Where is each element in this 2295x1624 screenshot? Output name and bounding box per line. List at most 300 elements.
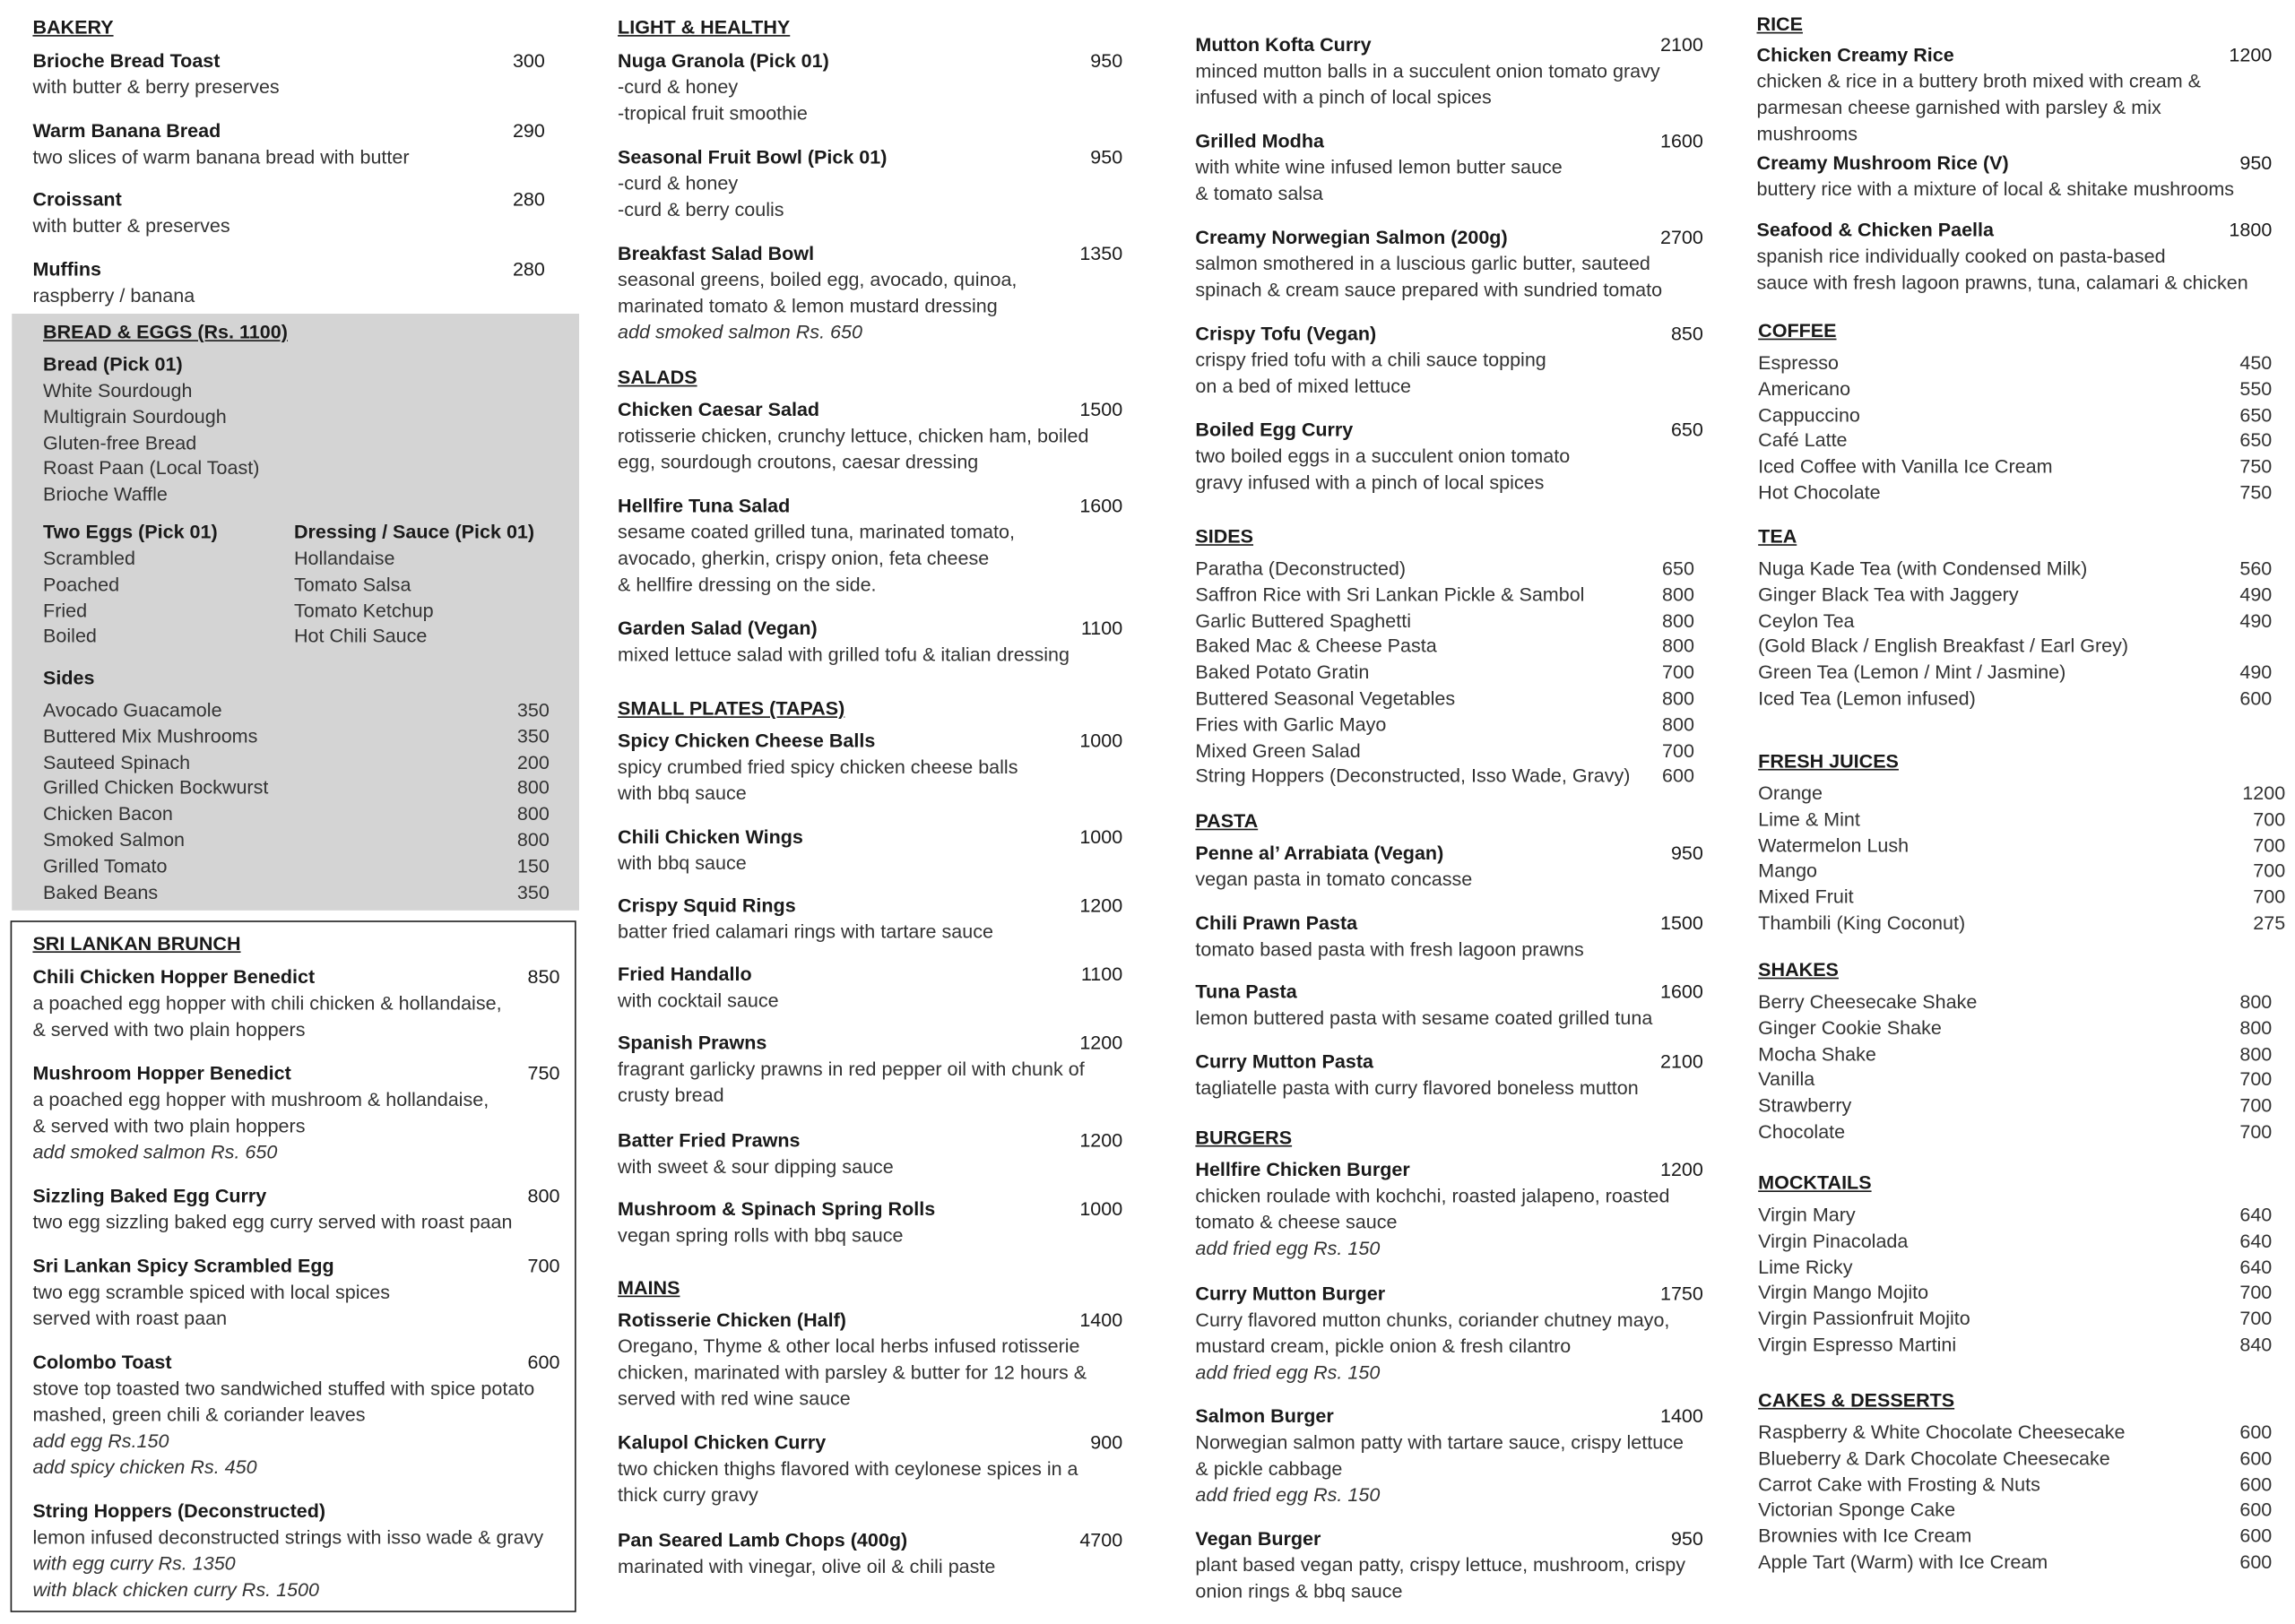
price-row-name: Hot Chocolate [1758, 481, 1881, 504]
price-row [1758, 885, 2285, 911]
menu-item-description: seasonal greens, boiled egg, avocado, quinoa, [618, 268, 1018, 290]
menu-item-price: 1000 [1079, 1197, 1123, 1220]
price-row-price: 800 [1662, 583, 1694, 606]
price-row [1758, 807, 2285, 833]
menu-item-name: Grilled Modha [1195, 129, 1324, 152]
price-row-price: 1200 [2242, 782, 2286, 804]
price-row-price: 600 [2239, 1551, 2273, 1573]
menu-item [1195, 841, 1702, 894]
menu-item-header [32, 186, 544, 212]
menu-item-price: 1000 [1079, 825, 1123, 848]
price-row-name: Carrot Cake with Frosting & Nuts [1758, 1473, 2040, 1495]
menu-item [32, 117, 544, 170]
price-row-price: 350 [516, 880, 550, 903]
price-row-name: Buttered Seasonal Vegetables [1195, 687, 1456, 710]
price-row-price: 800 [1662, 635, 1694, 658]
menu-item-price: 1600 [1079, 494, 1123, 517]
price-row-price: 490 [2239, 661, 2273, 684]
menu-item-name: Penne al’ Arrabiata (Vegan) [1195, 842, 1444, 864]
menu-item [1195, 1526, 1702, 1605]
price-row [1758, 1093, 2272, 1119]
price-row [1758, 1446, 2272, 1472]
menu-item-description: onion rings & bbq sauce [1195, 1580, 1403, 1602]
price-row [1195, 608, 1694, 634]
price-row-name: Chocolate [1758, 1120, 1846, 1143]
menu-item-price: 850 [527, 965, 560, 989]
price-row-name: Iced Coffee with Vanilla Ice Cream [1758, 455, 2053, 478]
menu-item-header [32, 1253, 559, 1279]
menu-item-description: with butter & preserves [32, 214, 230, 237]
menu-item-description: lemon buttered pasta with sesame coated grilled tuna [1195, 1006, 1653, 1029]
menu-item-name: Chili Prawn Pasta [1195, 911, 1358, 934]
menu-item-description: mashed, green chili & coriander leaves [32, 1404, 366, 1426]
menu-item-price: 2700 [1659, 226, 1703, 248]
section-title-salads: SALADS [618, 366, 697, 389]
menu-item-price: 1400 [1079, 1309, 1123, 1331]
menu-item-price: 280 [512, 257, 545, 280]
price-row-name: Victorian Sponge Cake [1758, 1499, 1956, 1521]
price-row [1758, 480, 2272, 506]
price-row-name: Saffron Rice with Sri Lankan Pickle & Sambol [1195, 583, 1585, 606]
price-row-price: 640 [2239, 1255, 2273, 1278]
menu-item-name: Crispy Tofu (Vegan) [1195, 322, 1377, 345]
price-row-price: 650 [1662, 557, 1694, 580]
menu-item-description: salmon smothered in a luscious garlic butter, sauteed [1195, 252, 1650, 275]
menu-item-header [1195, 1281, 1702, 1307]
price-row [43, 749, 550, 775]
menu-item [1195, 910, 1702, 963]
menu-item-header [32, 964, 559, 990]
menu-item-header [1195, 1157, 1702, 1183]
menu-item-name: Mushroom & Spinach Spring Rolls [618, 1197, 936, 1220]
menu-item-description: batter fried calamari rings with tartare sauce [618, 920, 993, 943]
menu-item-description: & served with two plain hoppers [32, 1018, 306, 1041]
menu-item-name: Tuna Pasta [1195, 980, 1297, 1003]
price-row-price: 800 [2239, 990, 2273, 1013]
menu-item-addon-note: add egg Rs.150 [32, 1430, 169, 1452]
price-row-price: 700 [2253, 860, 2286, 882]
price-row [1758, 781, 2285, 807]
menu-item-price: 1350 [1079, 242, 1123, 264]
price-row [1758, 350, 2272, 376]
price-row [1758, 634, 2272, 660]
bread-options [43, 378, 555, 508]
price-row-price: 700 [2253, 808, 2286, 830]
menu-item-addon-note: add smoked salmon Rs. 650 [618, 321, 862, 343]
menu-item-name: Spanish Prawns [618, 1031, 767, 1054]
menu-item-price: 750 [527, 1062, 560, 1084]
menu-item-header [618, 728, 1122, 754]
menu-item-description: -curd & berry coulis [618, 198, 784, 220]
price-row-name: Lime & Mint [1758, 808, 1860, 830]
menu-item-name: Pan Seared Lamb Chops (400g) [618, 1529, 908, 1551]
menu-item-header [618, 241, 1122, 267]
menu-item-description: marinated tomato & lemon mustard dressing [618, 294, 998, 317]
price-row [1195, 712, 1694, 738]
menu-item [618, 893, 1122, 946]
option-line: Hot Chili Sauce [293, 625, 428, 647]
price-row-name: Baked Mac & Cheese Pasta [1195, 635, 1437, 658]
menu-item-header [618, 144, 1122, 170]
menu-item-name: Brioche Bread Toast [32, 49, 221, 72]
eggs-pick-title: Two Eggs (Pick 01) [43, 521, 218, 543]
price-row-name: Ceylon Tea [1758, 609, 1855, 632]
price-row-name: Strawberry [1758, 1094, 1852, 1117]
price-row-price: 600 [2239, 1421, 2273, 1443]
price-row-name: Brownies with Ice Cream [1758, 1525, 1972, 1547]
menu-item-description: served with red wine sauce [618, 1387, 851, 1410]
price-row-name: Green Tea (Lemon / Mint / Jasmine) [1758, 661, 2066, 684]
price-row [1758, 1202, 2272, 1228]
price-row-price: 600 [2239, 1447, 2273, 1469]
menu-item-header [618, 493, 1122, 519]
price-row-price: 600 [2239, 1499, 2273, 1521]
menu-item-description: tomato based pasta with fresh lagoon prawns [1195, 937, 1584, 960]
price-row-price: 275 [2253, 911, 2286, 934]
price-row-price: 700 [1662, 661, 1694, 684]
menu-item-price: 1200 [1079, 1128, 1123, 1152]
price-row-name: Avocado Guacamole [43, 698, 222, 721]
menu-item-price: 950 [1090, 145, 1123, 168]
menu-item-description: tomato & cheese sauce [1195, 1211, 1398, 1233]
menu-item-name: Vegan Burger [1195, 1527, 1321, 1550]
price-row [1758, 1041, 2272, 1067]
option-line: White Sourdough [43, 379, 193, 402]
menu-item-description: spicy crumbed fried spicy chicken cheese balls [618, 756, 1018, 778]
price-row-name: Virgin Mary [1758, 1204, 1856, 1226]
option-line: Scrambled [43, 547, 135, 569]
menu-item-header [32, 256, 544, 282]
menu-item [32, 256, 544, 309]
price-row-price: 560 [2239, 557, 2273, 580]
price-row-price: 650 [2239, 403, 2273, 426]
menu-item-header [1195, 321, 1702, 347]
menu-item-price: 1800 [2229, 219, 2273, 241]
price-row-price: 350 [516, 724, 550, 747]
price-row-name: (Gold Black / English Breakfast / Earl Grey) [1758, 635, 2129, 658]
menu-item-addon-note: add spicy chicken Rs. 450 [32, 1456, 257, 1479]
menu-item-name: Warm Banana Bread [32, 118, 221, 142]
menu-item-price: 300 [512, 49, 545, 72]
sides-subtitle: Sides [43, 666, 95, 689]
menu-item-description: vegan pasta in tomato concasse [1195, 868, 1473, 891]
menu-item [32, 1499, 559, 1603]
menu-item-price: 1100 [1080, 963, 1123, 985]
price-row-name: Virgin Mango Mojito [1758, 1281, 1929, 1304]
menu-item-price: 1000 [1079, 729, 1123, 752]
menu-item-header [1195, 32, 1702, 58]
price-row [1758, 1306, 2272, 1332]
menu-item [1195, 1404, 1702, 1508]
menu-item-description: stove top toasted two sandwiched stuffed with spice potato [32, 1377, 535, 1400]
menu-item [618, 48, 1122, 127]
price-row-price: 350 [516, 698, 550, 721]
price-row-price: 600 [2239, 687, 2273, 710]
menu-item-description: Oregano, Thyme & other local herbs infused rotisserie [618, 1335, 1080, 1357]
price-row-price: 800 [2239, 1016, 2273, 1039]
bread-pick-title: Bread (Pick 01) [43, 352, 183, 376]
section-title-bakery: BAKERY [32, 15, 114, 39]
price-row-price: 150 [516, 854, 550, 877]
menu-item-name: Breakfast Salad Bowl [618, 242, 815, 264]
menu-item [32, 48, 544, 101]
price-row [1195, 582, 1694, 608]
section-title-cakes-desserts: CAKES & DESSERTS [1758, 1388, 1955, 1412]
menu-item-price: 900 [1090, 1430, 1123, 1454]
menu-item-description: gravy infused with a pinch of local spices [1195, 471, 1545, 494]
menu-item-name: Hellfire Chicken Burger [1195, 1158, 1410, 1180]
menu-item [618, 616, 1122, 669]
menu-item-header [1195, 418, 1702, 444]
price-row-price: 840 [2239, 1333, 2273, 1356]
menu-item-name: Spicy Chicken Cheese Balls [618, 729, 876, 752]
egg-options [43, 546, 281, 650]
menu-item-description: lemon infused deconstructed strings with isso wade & gravy [32, 1525, 544, 1549]
price-row-price: 650 [2239, 429, 2273, 452]
menu-item [1195, 1281, 1702, 1386]
bread-eggs-sides-list [43, 697, 550, 905]
menu-item [1195, 321, 1702, 400]
menu-item-description: mustard cream, pickle onion & fresh cilantro [1195, 1335, 1572, 1357]
price-row-price: 800 [516, 802, 550, 825]
menu-item-price: 850 [1670, 322, 1703, 345]
price-row-price: 700 [2239, 1094, 2273, 1117]
menu-item-description: with butter & berry preserves [32, 75, 280, 99]
menu-item-price: 1750 [1659, 1282, 1703, 1305]
menu-item [618, 1527, 1122, 1580]
menu-item-description: & served with two plain hoppers [32, 1114, 306, 1137]
menu-item [618, 1308, 1122, 1412]
menu-item-description: infused with a pinch of local spices [1195, 86, 1492, 108]
price-row-price: 800 [1662, 713, 1694, 736]
menu-item-description: -curd & honey [618, 172, 739, 194]
section-title-fresh-juices: FRESH JUICES [1758, 749, 1899, 773]
menu-item-price: 700 [527, 1254, 560, 1277]
menu-item-description: tagliatelle pasta with curry flavored boneless mutton [1195, 1075, 1639, 1098]
menu-item-description: sauce with fresh lagoon prawns, tuna, calamari & chicken [1756, 271, 2248, 294]
menu-item-addon-note: add fried egg Rs. 150 [1195, 1483, 1381, 1506]
menu-item-header [618, 616, 1122, 642]
price-row-name: Thambili (King Coconut) [1758, 911, 1966, 934]
menu-item-header [1195, 979, 1702, 1005]
price-row-name: Grilled Chicken Bockwurst [43, 776, 269, 799]
price-row [1195, 660, 1694, 686]
menu-item-price: 290 [512, 118, 545, 142]
price-row-price: 700 [2253, 885, 2286, 908]
price-row-price: 450 [2239, 351, 2273, 374]
menu-item-name: Crispy Squid Rings [618, 894, 796, 917]
price-row [1758, 859, 2285, 885]
menu-item-description: a poached egg hopper with mushroom & hollandaise, [32, 1088, 489, 1110]
price-row-price: 700 [2239, 1068, 2273, 1091]
section-title-burgers: BURGERS [1195, 1126, 1293, 1149]
menu-item-name: Curry Mutton Burger [1195, 1282, 1386, 1305]
menu-item-addon-note: with black chicken curry Rs. 1500 [32, 1578, 319, 1601]
menu-item-name: Creamy Mushroom Rice (V) [1756, 151, 2009, 174]
price-row-price: 600 [2239, 1473, 2273, 1495]
menu-item-description: with cocktail sauce [618, 989, 779, 1012]
menu-item-header [618, 825, 1122, 851]
section-title-light-healthy: LIGHT & HEALTHY [618, 15, 791, 39]
price-row-name: Raspberry & White Chocolate Cheesecake [1758, 1421, 2126, 1443]
price-row-name: Iced Tea (Lemon infused) [1758, 687, 1976, 710]
menu-item-header [618, 1308, 1122, 1334]
menu-item [1757, 151, 2273, 203]
menu-item-price: 1200 [1659, 1158, 1703, 1180]
menu-item-name: Boiled Egg Curry [1195, 419, 1354, 441]
price-row-name: Grilled Tomato [43, 854, 168, 877]
price-row-name: Apple Tart (Warm) with Ice Cream [1758, 1551, 2048, 1573]
price-row [1758, 582, 2272, 608]
section-title-coffee: COFFEE [1758, 319, 1837, 341]
menu-item-header [618, 1196, 1122, 1222]
menu-item-header [1195, 1049, 1702, 1075]
section-title-tea: TEA [1758, 525, 1797, 548]
menu-item-description: two boiled eggs in a succulent onion tomato [1195, 445, 1571, 467]
section-title-rice: RICE [1756, 13, 1803, 36]
menu-item [32, 1253, 559, 1332]
option-line: Hollandaise [293, 547, 395, 569]
price-row-name: Ginger Cookie Shake [1758, 1016, 1942, 1039]
menu-item-price: 2100 [1659, 1050, 1703, 1072]
menu-item-price: 600 [527, 1351, 560, 1373]
section-title-sri-lankan-brunch: SRI LANKAN BRUNCH [32, 932, 241, 955]
menu-item [32, 1060, 559, 1165]
menu-item-description: chicken & rice in a buttery broth mixed with cream & [1756, 70, 2201, 92]
price-row [1195, 738, 1694, 764]
menu-item-header [618, 893, 1122, 919]
menu-item-header [32, 1350, 559, 1376]
menu-item-description: raspberry / banana [32, 283, 195, 307]
price-row [1758, 1524, 2272, 1550]
menu-item-header [618, 1127, 1122, 1153]
menu-item-description: with bbq sauce [618, 782, 747, 804]
menu-item-description: spanish rice individually cooked on pasta-based [1756, 245, 2166, 267]
menu-item-addon-note: with egg curry Rs. 1350 [32, 1552, 236, 1575]
menu-item-description: on a bed of mixed lettuce [1195, 375, 1412, 397]
price-row [1758, 1119, 2272, 1145]
menu-item-name: Sri Lankan Spicy Scrambled Egg [32, 1254, 334, 1277]
menu-item [618, 144, 1122, 223]
price-row [1195, 764, 1694, 790]
price-row-name: Mixed Green Salad [1195, 739, 1361, 762]
menu-item-description: fragrant garlicky prawns in red pepper oil with chunk of [618, 1058, 1085, 1080]
menu-item [618, 493, 1122, 598]
menu-item-description: with bbq sauce [618, 851, 747, 875]
menu-item-name: Mutton Kofta Curry [1195, 33, 1372, 56]
menu-item-description: Norwegian salmon patty with tartare sauce, crispy lettuce [1195, 1430, 1684, 1454]
menu-item [618, 397, 1122, 476]
price-row [1758, 376, 2272, 402]
menu-item-description: a poached egg hopper with chili chicken & hollandaise, [32, 991, 502, 1015]
menu-item [1195, 979, 1702, 1032]
section-title-pasta: PASTA [1195, 809, 1259, 832]
menu-item-price: 1200 [1079, 1031, 1123, 1054]
menu-item [1195, 128, 1702, 207]
menu-item-description: vegan spring rolls with bbq sauce [618, 1223, 904, 1247]
coffee-list [1758, 350, 2272, 506]
price-row-name: Baked Beans [43, 880, 159, 903]
menu-item [618, 241, 1122, 346]
menu-item-name: String Hoppers (Deconstructed) [32, 1499, 326, 1522]
menu-item-header [32, 1183, 559, 1209]
mocktails-list [1758, 1202, 2272, 1358]
option-line: Roast Paan (Local Toast) [43, 457, 260, 479]
price-row-price: 750 [2239, 455, 2273, 478]
menu-item-price: 280 [512, 187, 545, 211]
dressing-options [294, 546, 561, 650]
menu-item-name: Mushroom Hopper Benedict [32, 1062, 291, 1084]
price-row-name: Smoked Salmon [43, 828, 186, 851]
menu-item-header [618, 1030, 1122, 1056]
menu-item-name: Curry Mutton Pasta [1195, 1050, 1374, 1072]
section-title-shakes: SHAKES [1758, 958, 1839, 980]
price-row [1758, 686, 2272, 712]
section-title-sides: SIDES [1195, 525, 1254, 548]
menu-item-price: 950 [2239, 151, 2273, 174]
menu-item-name: Seafood & Chicken Paella [1756, 219, 1995, 241]
menu-item-description: -tropical fruit smoothie [618, 101, 808, 125]
option-line: Gluten-free Bread [43, 431, 197, 454]
menu-item-header [32, 1499, 559, 1525]
price-row-price: 600 [1662, 764, 1694, 788]
price-row [1758, 660, 2272, 686]
menu-item-description: minced mutton balls in a succulent onion tomato gravy [1195, 59, 1660, 82]
menu-item-description: mushrooms [1756, 122, 1858, 145]
section-title-bread-eggs: BREAD & EGGS (Rs. 1100) [43, 321, 288, 343]
menu-item-description: Curry flavored mutton chunks, coriander chutney mayo, [1195, 1309, 1670, 1331]
menu-item-price: 650 [1670, 419, 1703, 441]
menu-item-price: 1500 [1659, 911, 1703, 934]
price-row-name: Fries with Garlic Mayo [1195, 713, 1387, 736]
price-row-name: Chicken Bacon [43, 802, 173, 825]
menu-item-name: Kalupol Chicken Curry [618, 1430, 827, 1454]
menu-item-price: 950 [1670, 842, 1703, 864]
menu-item [1195, 418, 1702, 497]
menu-item-header [1195, 1526, 1702, 1552]
price-row [1758, 1420, 2272, 1446]
menu-item [618, 1430, 1122, 1508]
price-row-name: Buttered Mix Mushrooms [43, 724, 258, 747]
menu-item [618, 728, 1122, 807]
price-row [1758, 1472, 2272, 1498]
price-row [1195, 634, 1694, 660]
menu-item-name: Salmon Burger [1195, 1404, 1334, 1428]
menu-item-name: Colombo Toast [32, 1351, 172, 1373]
menu-item-description: sesame coated grilled tuna, marinated tomato, [618, 521, 1015, 543]
price-row-name: Ginger Black Tea with Jaggery [1758, 583, 2019, 606]
menu-item-description: two egg scramble spiced with local spices [32, 1281, 390, 1303]
price-row-name: Baked Potato Gratin [1195, 661, 1370, 684]
section-title-mains: MAINS [618, 1276, 680, 1299]
price-row-name: Cappuccino [1758, 403, 1860, 426]
section-title-small-plates: SMALL PLATES (TAPAS) [618, 697, 845, 720]
menu-item-name: Seasonal Fruit Bowl (Pick 01) [618, 145, 888, 168]
price-row-name: Watermelon Lush [1758, 834, 1910, 856]
price-row-name: Virgin Pinacolada [1758, 1229, 1909, 1252]
price-row [1758, 402, 2272, 428]
price-row-price: 800 [2239, 1042, 2273, 1065]
price-row [1758, 1228, 2272, 1254]
menu-item-header [1195, 1404, 1702, 1430]
price-row-price: 490 [2239, 583, 2273, 606]
price-row [43, 697, 550, 723]
menu-item-name: Garden Salad (Vegan) [618, 617, 818, 640]
price-row-name: Americano [1758, 377, 1851, 400]
price-row-name: Garlic Buttered Spaghetti [1195, 609, 1411, 632]
price-row-name: Mocha Shake [1758, 1042, 1876, 1065]
menu-item-name: Chili Chicken Wings [618, 825, 803, 848]
